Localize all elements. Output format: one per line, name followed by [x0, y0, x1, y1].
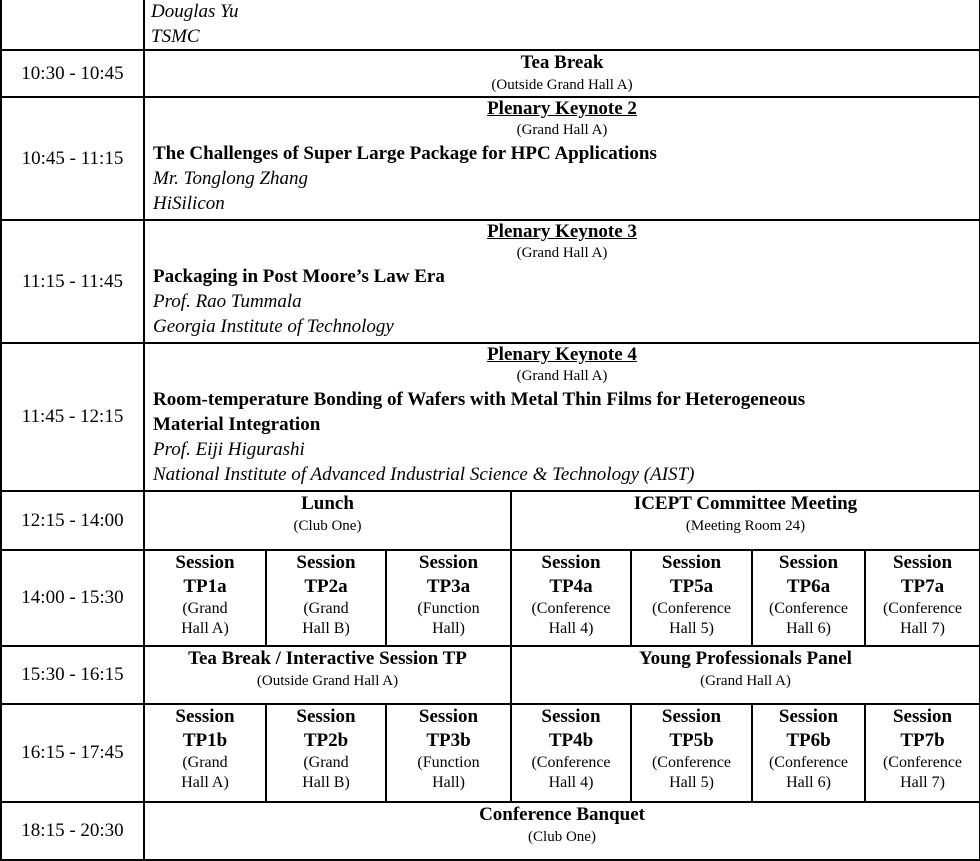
session-cell — [865, 704, 980, 802]
session-cell — [752, 550, 865, 646]
time-cell: 11:15 - 11:45 — [1, 220, 144, 343]
keynote1-continued-cell — [144, 0, 980, 50]
speaker-affiliation: TSMC — [151, 26, 200, 47]
speaker-name: Mr. Tonglong Zhang — [153, 168, 309, 189]
session-room: Hall A) — [181, 774, 229, 791]
session-label: Session — [661, 706, 722, 727]
session-room: (Grand — [303, 754, 349, 771]
session-label: Session — [778, 706, 839, 727]
session-room: (Conference — [651, 600, 732, 617]
talk-title-line-2: Material Integration — [153, 414, 321, 435]
session-label: Session — [175, 552, 235, 573]
session-room: Hall) — [432, 620, 465, 637]
session-room: Hall B) — [302, 620, 350, 637]
session-label: Session — [778, 552, 839, 573]
session-room: (Conference — [882, 754, 963, 771]
time-cell: 15:30 - 16:15 — [1, 646, 144, 704]
session-room: (Conference — [531, 754, 611, 771]
row-banquet — [1, 802, 980, 860]
session-label: Session — [661, 552, 722, 573]
session-code: TP3b — [426, 730, 471, 751]
lunch-cell — [144, 491, 511, 550]
session-cell — [865, 550, 980, 646]
session-code: TP7b — [900, 730, 945, 751]
session-code: TP7a — [900, 576, 945, 597]
session-room: (Conference — [651, 754, 732, 771]
speaker-affiliation: National Institute of Advanced Industrial Science & Technology (AIST) — [153, 464, 695, 485]
row-sessions-b — [1, 704, 980, 802]
event-room: (Club One) — [528, 829, 596, 845]
session-room: (Function — [417, 600, 480, 617]
event-title: Young Professionals Panel — [639, 648, 852, 669]
row-tea-break-interactive — [1, 646, 980, 704]
event-title: Tea Break — [520, 52, 604, 73]
session-room: Hall 5) — [669, 774, 714, 791]
event-title: Conference Banquet — [479, 804, 645, 825]
session-label: Session — [296, 552, 356, 573]
row-keynote1-continued — [1, 0, 980, 50]
session-code: TP6a — [786, 576, 831, 597]
speaker-name: Prof. Rao Tummala — [153, 291, 302, 312]
session-room: (Grand — [182, 754, 228, 771]
session-room: (Grand — [303, 600, 349, 617]
speaker-name: Prof. Eiji Higurashi — [153, 439, 305, 460]
session-label: Session — [418, 552, 479, 573]
event-room: (Meeting Room 24) — [685, 518, 806, 534]
talk-title-line-1: Room-temperature Bonding of Wafers with Metal Thin Films for Heterogeneous — [153, 389, 806, 410]
time-cell: 14:00 - 15:30 — [1, 550, 144, 646]
event-room: (Outside Grand Hall A) — [491, 77, 633, 93]
event-title: Lunch — [301, 493, 354, 514]
keynote-2-cell — [144, 97, 980, 220]
session-cell — [144, 550, 266, 646]
speaker-affiliation: Georgia Institute of Technology — [153, 316, 394, 337]
time-cell: 18:15 - 20:30 — [1, 802, 144, 860]
session-label: Session — [892, 552, 953, 573]
time-cell: 11:45 - 12:15 — [1, 343, 144, 491]
keynote-heading: Plenary Keynote 2 — [487, 98, 637, 119]
talk-title: Packaging in Post Moore’s Law Era — [153, 266, 445, 287]
session-code: TP1a — [183, 576, 227, 597]
committee-meeting-cell — [511, 491, 980, 550]
row-keynote-2 — [1, 97, 980, 220]
session-label: Session — [892, 706, 953, 727]
event-title: ICEPT Committee Meeting — [633, 493, 858, 514]
session-room: Hall 4) — [548, 620, 594, 637]
session-cell — [511, 550, 631, 646]
keynote-room: (Grand Hall A) — [516, 245, 608, 261]
session-room: Hall 5) — [669, 620, 714, 637]
session-code: TP5b — [669, 730, 714, 751]
row-tea-break — [1, 50, 980, 97]
session-cell — [752, 704, 865, 802]
session-room: (Conference — [882, 600, 963, 617]
session-cell — [386, 550, 511, 646]
row-keynote-3 — [1, 220, 980, 343]
session-code: TP1b — [182, 730, 228, 751]
session-room: (Conference — [768, 600, 849, 617]
session-room: Hall A) — [181, 620, 229, 637]
session-room: Hall) — [432, 774, 465, 791]
session-code: TP2a — [304, 576, 348, 597]
session-cell — [144, 704, 266, 802]
event-title: Tea Break / Interactive Session TP — [188, 648, 467, 669]
session-room: (Conference — [768, 754, 849, 771]
young-professionals-cell — [511, 646, 980, 704]
session-room: Hall 4) — [548, 774, 594, 791]
session-room: (Conference — [531, 600, 611, 617]
event-room: (Outside Grand Hall A) — [256, 673, 399, 689]
session-cell — [266, 704, 386, 802]
row-sessions-a — [1, 550, 980, 646]
keynote-room: (Grand Hall A) — [516, 368, 608, 384]
time-cell: 10:45 - 11:15 — [1, 97, 144, 220]
session-room: (Function — [417, 754, 480, 771]
interactive-session-cell — [144, 646, 511, 704]
session-label: Session — [541, 706, 601, 727]
session-label: Session — [541, 552, 601, 573]
keynote-heading: Plenary Keynote 3 — [487, 221, 637, 242]
keynote-4-cell — [144, 343, 980, 491]
session-cell — [631, 550, 752, 646]
keynote-room: (Grand Hall A) — [516, 122, 608, 138]
speaker-affiliation: HiSilicon — [153, 193, 225, 214]
session-cell — [266, 550, 386, 646]
session-room: Hall 6) — [786, 620, 831, 637]
tea-break-cell — [144, 50, 980, 97]
session-code: TP4a — [549, 576, 593, 597]
session-label: Session — [418, 706, 479, 727]
session-room: Hall B) — [302, 774, 350, 791]
keynote-3-cell — [144, 220, 980, 343]
time-cell: 10:30 - 10:45 — [1, 50, 144, 97]
session-room: (Grand — [182, 600, 228, 617]
row-lunch — [1, 491, 980, 550]
keynote-heading: Plenary Keynote 4 — [487, 344, 637, 365]
time-cell: 16:15 - 17:45 — [1, 704, 144, 802]
session-cell — [511, 704, 631, 802]
speaker-name: Douglas Yu — [151, 1, 239, 22]
banquet-cell — [144, 802, 980, 860]
session-cell — [386, 704, 511, 802]
session-code: TP4b — [548, 730, 594, 751]
row-keynote-4 — [1, 343, 980, 491]
session-room: Hall 7) — [900, 620, 945, 637]
session-code: TP6b — [786, 730, 831, 751]
session-room: Hall 6) — [786, 774, 831, 791]
session-code: TP2b — [303, 730, 349, 751]
session-code: TP5a — [669, 576, 714, 597]
event-room: (Grand Hall A) — [700, 673, 791, 689]
time-cell: 12:15 - 14:00 — [1, 491, 144, 550]
time-cell — [1, 0, 144, 50]
session-label: Session — [296, 706, 356, 727]
event-room: (Club One) — [293, 518, 362, 534]
talk-title: The Challenges of Super Large Package for HPC Applications — [153, 143, 657, 164]
session-code: TP3a — [426, 576, 471, 597]
session-label: Session — [175, 706, 235, 727]
session-room: Hall 7) — [900, 774, 945, 791]
session-cell — [631, 704, 752, 802]
